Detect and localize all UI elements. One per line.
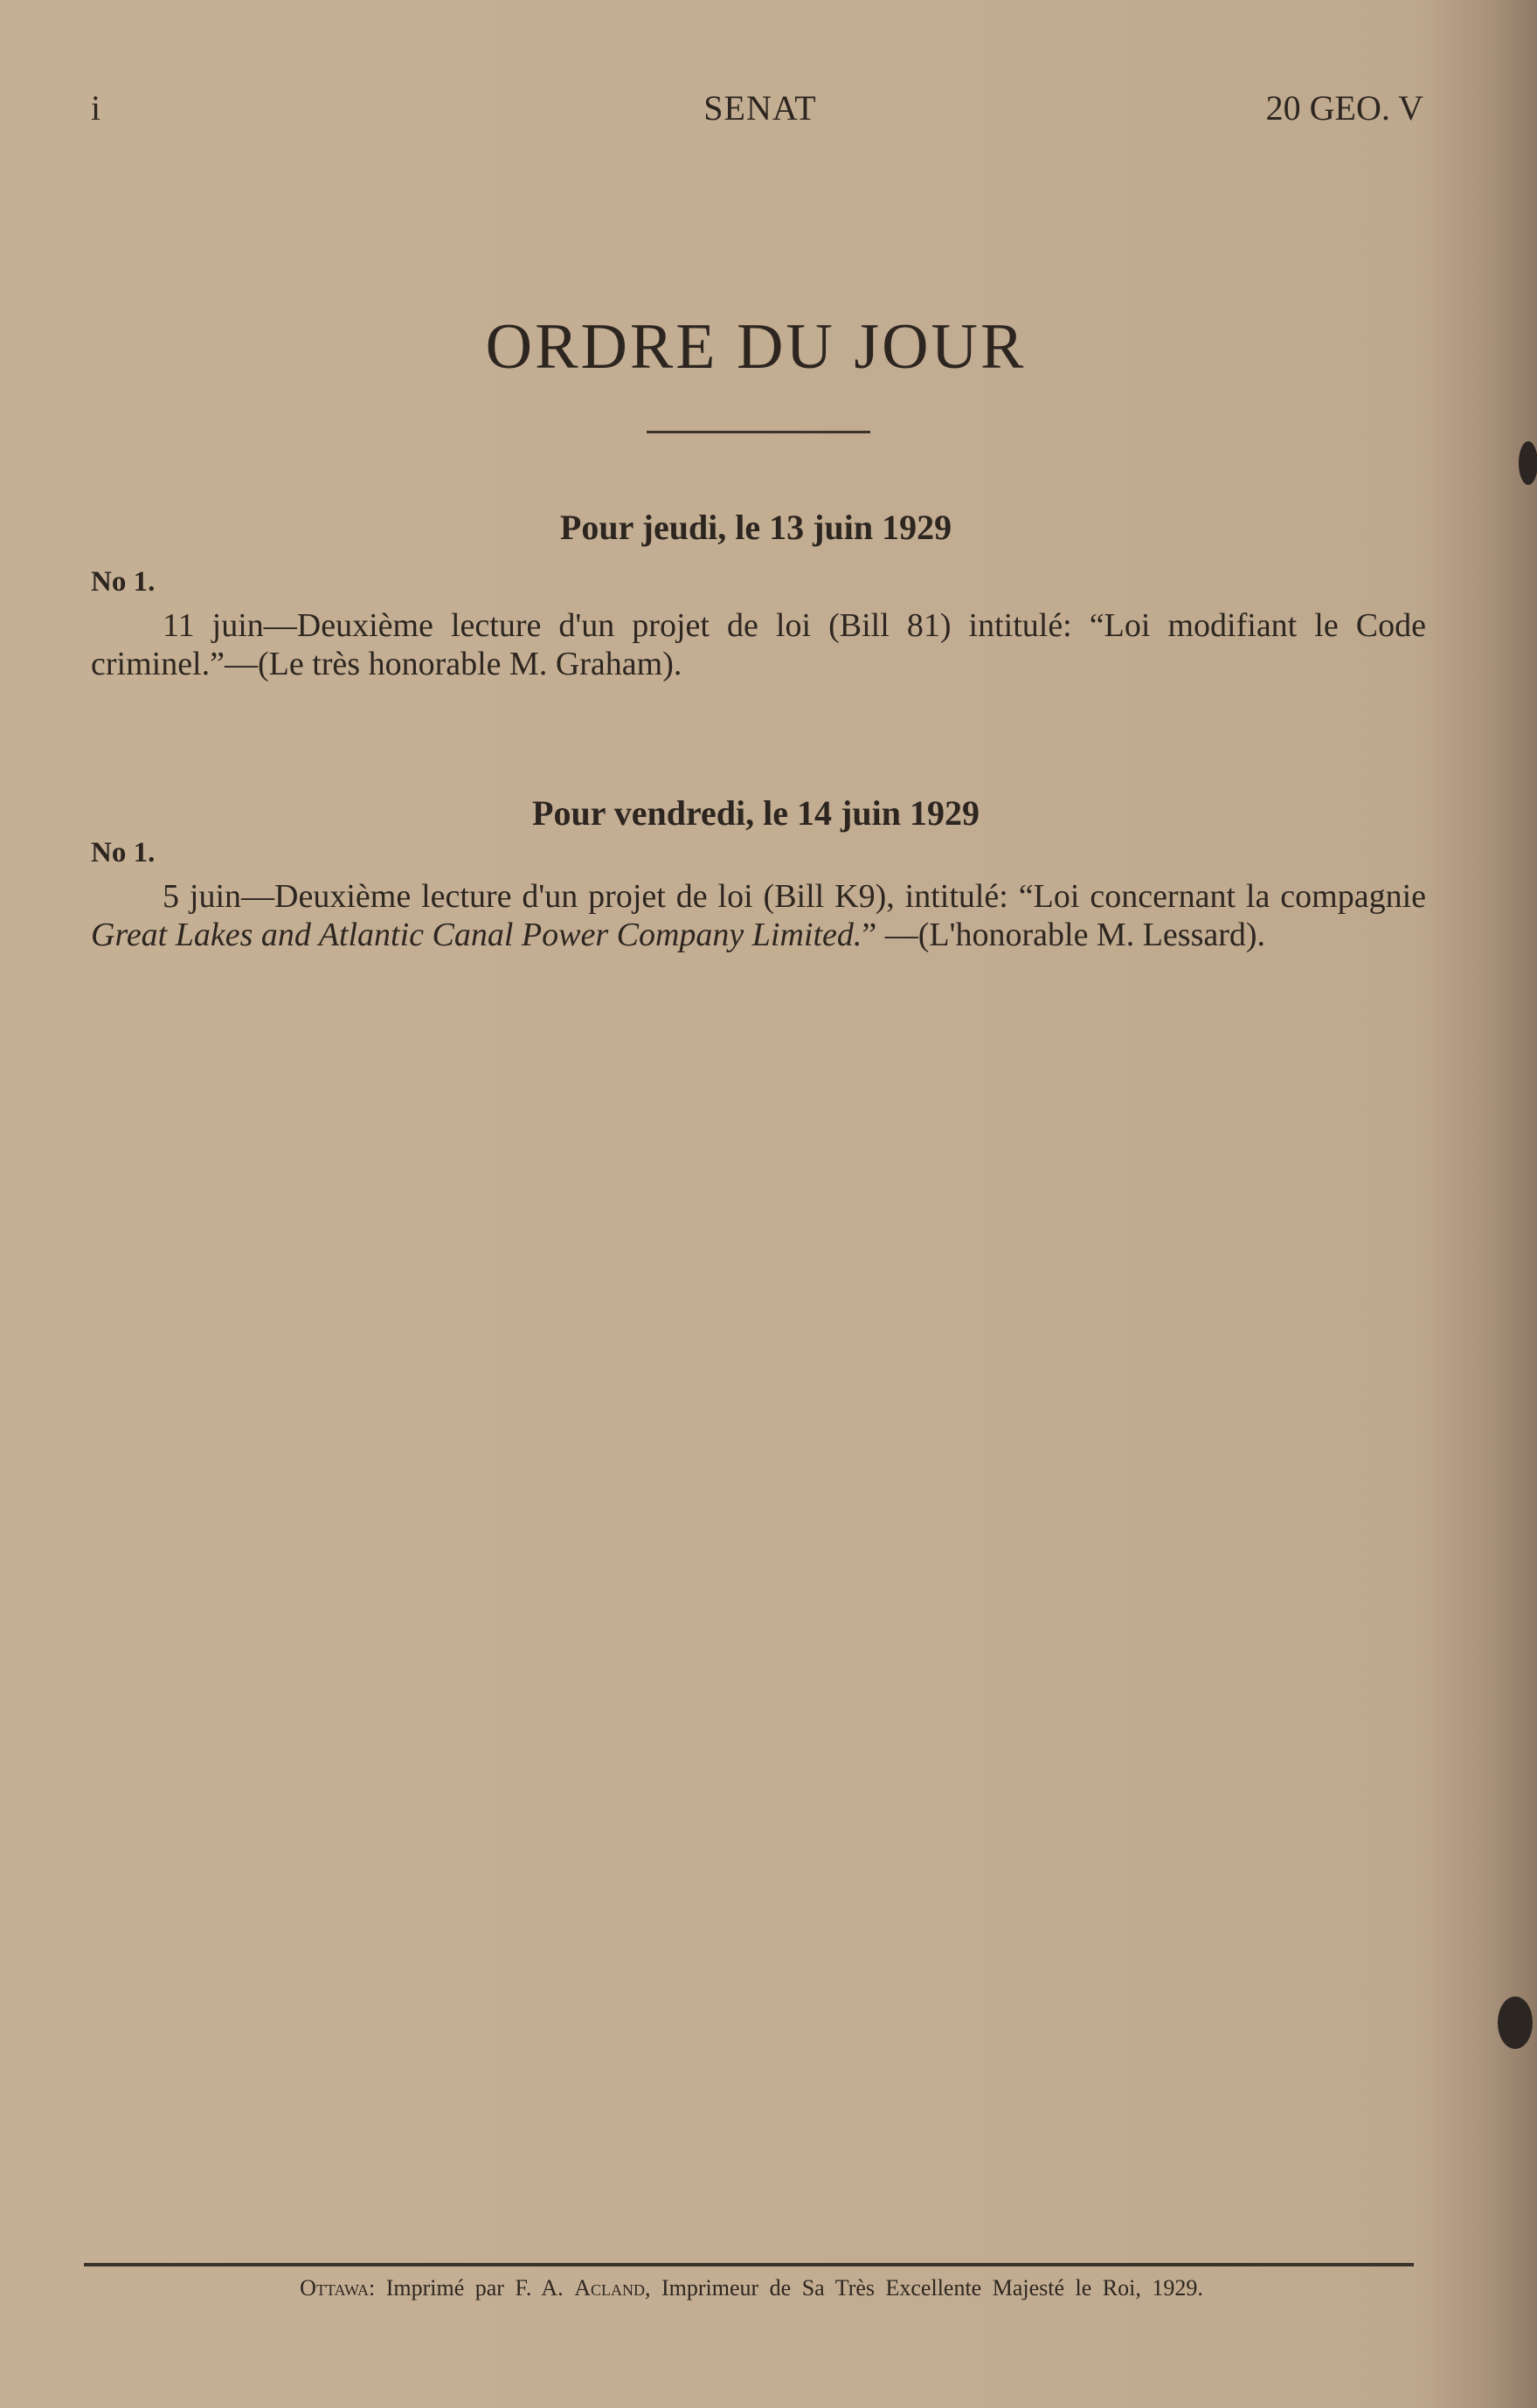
item-number-friday: No 1. [91, 837, 156, 868]
imprint-text-2: , Imprimeur de Sa Très Excellente Majesté le Roi, 1929. [644, 2275, 1203, 2301]
order-entry-friday [91, 877, 1426, 954]
section-heading-friday: Pour vendredi, le 14 juin 1929 [532, 793, 980, 833]
imprint-printer-name: Acland [574, 2275, 645, 2301]
order-entry-thursday [91, 606, 1426, 683]
order-entry-text-start: 5 juin—Deuxième lecture d'un projet de loi (Bill K9), intitulé: “Loi concernant la compagnie [163, 878, 1426, 915]
footer-divider [84, 2263, 1414, 2266]
binding-hole-bottom [1498, 1996, 1533, 2049]
title-divider [647, 431, 870, 433]
company-name: Great Lakes and Atlantic Canal Power Company Limited. [91, 917, 862, 953]
printer-imprint [0, 2275, 1503, 2301]
order-entry-text [91, 877, 1426, 954]
header-page-number: i [91, 88, 101, 128]
header-session: 20 GEO. V [1265, 88, 1423, 128]
binding-hole-top [1519, 441, 1537, 485]
imprint-city: Ottawa [300, 2275, 370, 2301]
order-entry-text-end: ” —(L'honorable M. Lessard). [862, 917, 1266, 953]
imprint-text-1: : Imprimé par F. A. [369, 2275, 575, 2301]
section-heading-thursday: Pour jeudi, le 13 juin 1929 [559, 508, 952, 547]
order-entry-text: 11 juin—Deuxième lecture d'un projet de loi (Bill 81) intitulé: “Loi modifiant le Code criminel.”—(Le très honorable M. Graham). [91, 607, 1426, 682]
page-title: ORDRE DU JOUR [485, 311, 1027, 383]
header-chamber: SENAT [703, 88, 817, 128]
item-number-thursday: No 1. [91, 566, 156, 598]
